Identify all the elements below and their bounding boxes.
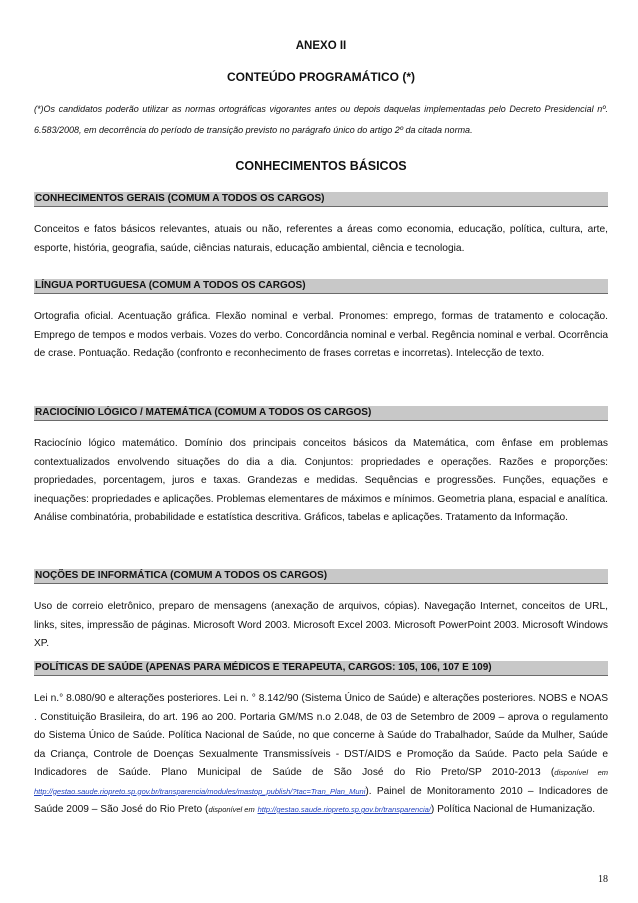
section-text: Raciocínio lógico matemático. Domínio dos principais conceitos básicos da Matemática, com ênfase em problemas contextualizados envolvendo situações do dia a dia. Conjuntos: propriedades e operações. Razões e proporções: propriedades, porcentagem, juros e taxas. Grandezas e medidas. Sequências e progressões. Funções, equações e inequações: propriedades e aplicações. Problemas elementares de máximos e mínimos. Geometria plana, espacial e analítica. Análise combinatória, probabilidade e estatística descritiva. Gráficos, tabelas e aplicações. Tratamento da Informação. (34, 438, 608, 523)
section-text (34, 690, 608, 820)
annex-label: ANEXO II (295, 40, 347, 52)
available-label: disponível em (208, 805, 255, 814)
transparency-link[interactable]: http://gestao.saude.riopreto.sp.gov.br/transparencia/ (257, 805, 431, 814)
section-logic-math (34, 406, 608, 528)
section-heading: NOÇÕES DE INFORMÁTICA (COMUM A TODOS OS CARGOS) (34, 569, 608, 584)
page-number: 18 (598, 874, 608, 885)
section-portuguese (34, 279, 608, 364)
section-text: Uso de correio eletrônico, preparo de mensagens (anexação de arquivos, cópias). Navegação Internet, conceitos de URL, links, sites, impressão de páginas. Microsoft Word 2003. Microsoft Excel 2003. Microsoft PowerPoint 2003. Microsoft Windows XP. (34, 601, 608, 649)
section-heading: RACIOCÍNIO LÓGICO / MATEMÁTICA (COMUM A TODOS OS CARGOS) (34, 406, 608, 421)
plan-link[interactable]: http://gestao.saude.riopreto.sp.gov.br/transparencia/modules/mastop_publish/?tac=Tran_Plan_Muni (34, 786, 366, 796)
spelling-note: (*)Os candidatos poderão utilizar as normas ortográficas vigorantes antes ou depois daquelas implementadas pelo Decreto Presidencial nº. 6.583/2008, em decorrência do período de transição previsto no parágrafo único do artigo 2º da citada norma. (34, 104, 608, 135)
section-computing (34, 569, 608, 654)
health-text-part1: Lei n.° 8.080/90 e alterações posteriores. Lei n. ° 8.142/90 (Sistema Único de Saúde) e alterações posteriores. NOBS e NOAS . Constituição Brasileira, do art. 196 ao 200. Portaria GM/MS n.o 2.048, de 03 de Setembro de 2009 – aprova o regulamento do Sistema Único de Saúde. Política Nacional de Saúde, no que concerne à Saúde do Trabalhador, Saúde da Mulher, Saúde da Criança, Controle de Doenças Sexualmente Transmissíveis - DST/AIDS e Promoção da Saúde. Pacto pela Saúde e Indicadores de Saúde. Plano Municipal de Saúde de São José do Rio Preto/SP 2010-2013 ( (34, 693, 608, 778)
available-label: disponível em (554, 768, 608, 777)
section-text: Conceitos e fatos básicos relevantes, atuais ou não, referentes a áreas como economia, educação, política, cultura, arte, esporte, história, geografia, saúde, ciências naturais, educação ambiental, ciência e tecnologia. (34, 224, 608, 254)
section-health-policies (34, 661, 608, 820)
section-heading: LÍNGUA PORTUGUESA (COMUM A TODOS OS CARGOS) (34, 279, 608, 294)
section-text: Ortografia oficial. Acentuação gráfica. Flexão nominal e verbal. Pronomes: emprego, formas de tratamento e colocação. Emprego de tempos e modos verbais. Vozes do verbo. Concordância nominal e verbal. Regência nominal e verbal. Ocorrência de crase. Pontuação. Redação (confronto e reconhecimento de frases corretas e incorretas). Intelecção de texto. (34, 311, 608, 359)
section-heading: CONHECIMENTOS GERAIS (COMUM A TODOS OS CARGOS) (34, 192, 608, 207)
health-text-part3: ) Política Nacional de Humanização. (430, 804, 596, 815)
basics-title: CONHECIMENTOS BÁSICOS (235, 159, 407, 173)
section-heading: POLÍTICAS DE SAÚDE (APENAS PARA MÉDICOS E TERAPEUTA, CARGOS: 105, 106, 107 E 109) (34, 661, 608, 676)
page-title: CONTEÚDO PROGRAMÁTICO (*) (227, 70, 415, 84)
section-general-knowledge (34, 192, 608, 258)
health-text-part2: ). Painel de Monitoramento 2010 – Indicadores de Saúde 2009 – São José do Rio Preto ( (34, 785, 608, 815)
